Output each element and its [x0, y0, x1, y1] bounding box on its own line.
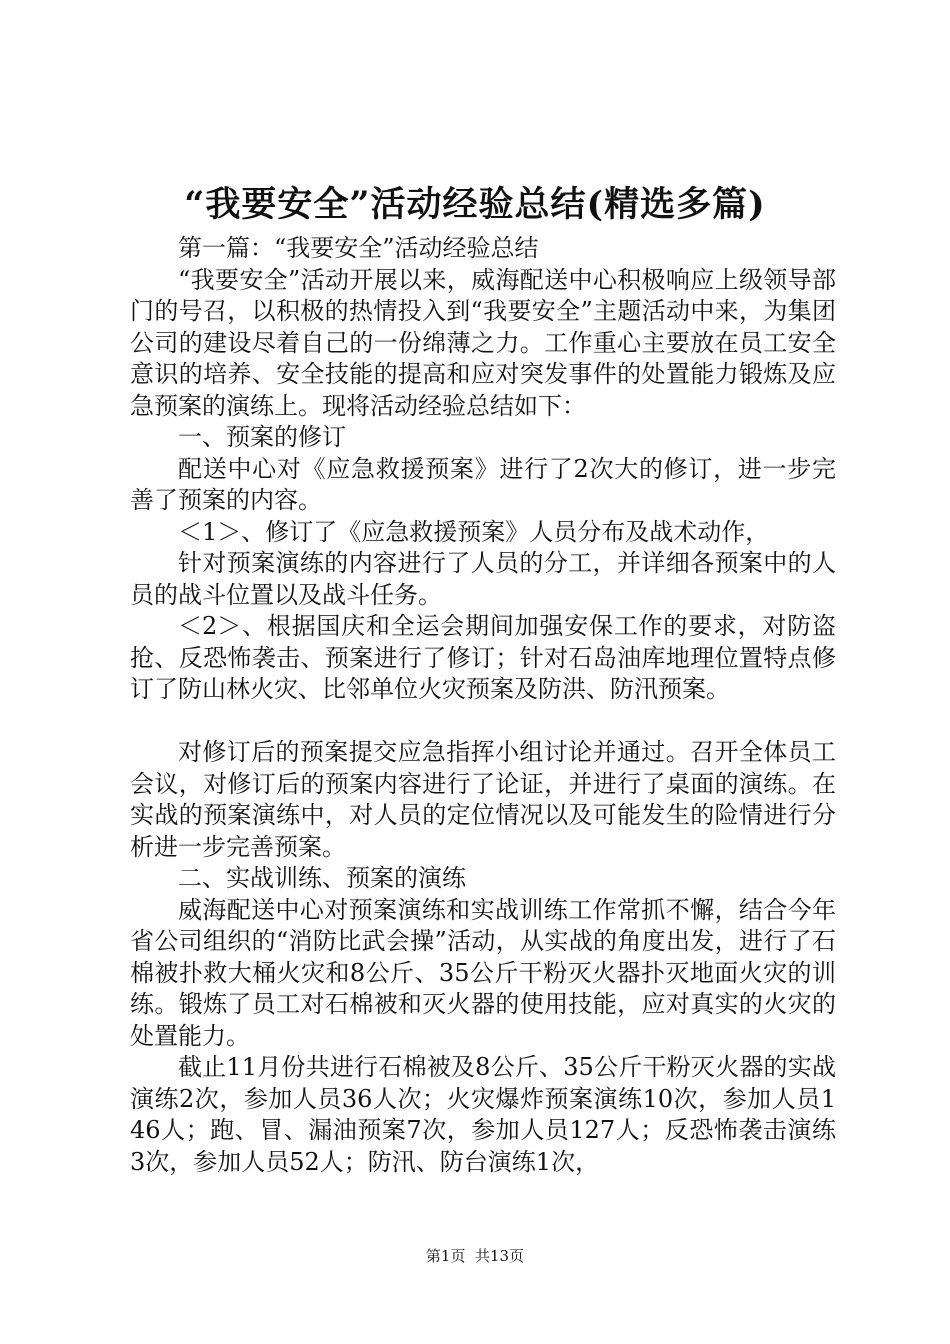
document-title: “我要安全”活动经验总结(精选多篇): [184, 184, 766, 225]
page-footer: [0, 1246, 950, 1266]
document-body: [130, 233, 836, 1178]
body-paragraph: 对修订后的预案提交应急指挥小组讨论并通过。召开全体员工会议，对修订后的预案内容进行了论证，并进行了桌面的演练。在实战的预案演练中，对人员的定位情况以及可能发生的险情进行分析进一步完善预案。: [130, 738, 836, 861]
body-paragraph: ＜1＞、修订了《应急救援预案》人员分布及战术动作，: [178, 517, 770, 546]
section-heading-plan-revision: 一、预案的修订: [178, 423, 346, 451]
intro-paragraph: “我要安全”活动开展以来，威海配送中心积极响应上级领导部门的号召，以积极的热情投入到“我要安全”主题活动中来，为集团公司的建设尽着自己的一份绵薄之力。工作重心主要放在员工安全意识的培养、安全技能的提高和应对突发事件的处置能力锻炼及应急预案的演练上。现将活动经验总结如下：: [130, 265, 836, 420]
body-paragraph: 配送中心对《应急救援预案》进行了2次大的修订，进一步完善了预案的内容。: [130, 454, 836, 514]
body-paragraph: 威海配送中心对预案演练和实战训练工作常抓不懈，结合今年省公司组织的“消防比武会操”活动，从实战的角度出发，进行了石棉被扑救大桶火灾和8公斤、35公斤干粉灭火器扑灭地面火灾的训练。锻炼了员工对石棉被和灭火器的使用技能，应对真实的火灾的处置能力。: [130, 895, 836, 1050]
body-paragraph: ＜2＞、根据国庆和全运会期间加强安保工作的要求，对防盗抢、反恐怖袭击、预案进行了修订；针对石岛油库地理位置特点修订了防山林火灾、比邻单位火灾预案及防洪、防汛预案。: [130, 612, 836, 703]
section-heading-part-one: 第一篇：“我要安全”活动经验总结: [178, 234, 539, 262]
body-paragraph: 截止11月份共进行石棉被及8公斤、35公斤干粉灭火器的实战演练2次，参加人员36人次；火灾爆炸预案演练10次，参加人员146人；跑、冒、漏油预案7次，参加人员127人；反恐怖袭击演练3次，参加人员52人；防汛、防台演练1次，: [130, 1053, 836, 1176]
blank-line: [130, 706, 836, 738]
body-paragraph: 针对预案演练的内容进行了人员的分工，并详细各预案中的人员的战斗位置以及战斗任务。: [130, 549, 836, 609]
page-number: 第1页: [425, 1247, 466, 1265]
page-total: 共13页: [475, 1247, 525, 1265]
section-heading-drills: 二、实战训练、预案的演练: [178, 864, 466, 892]
